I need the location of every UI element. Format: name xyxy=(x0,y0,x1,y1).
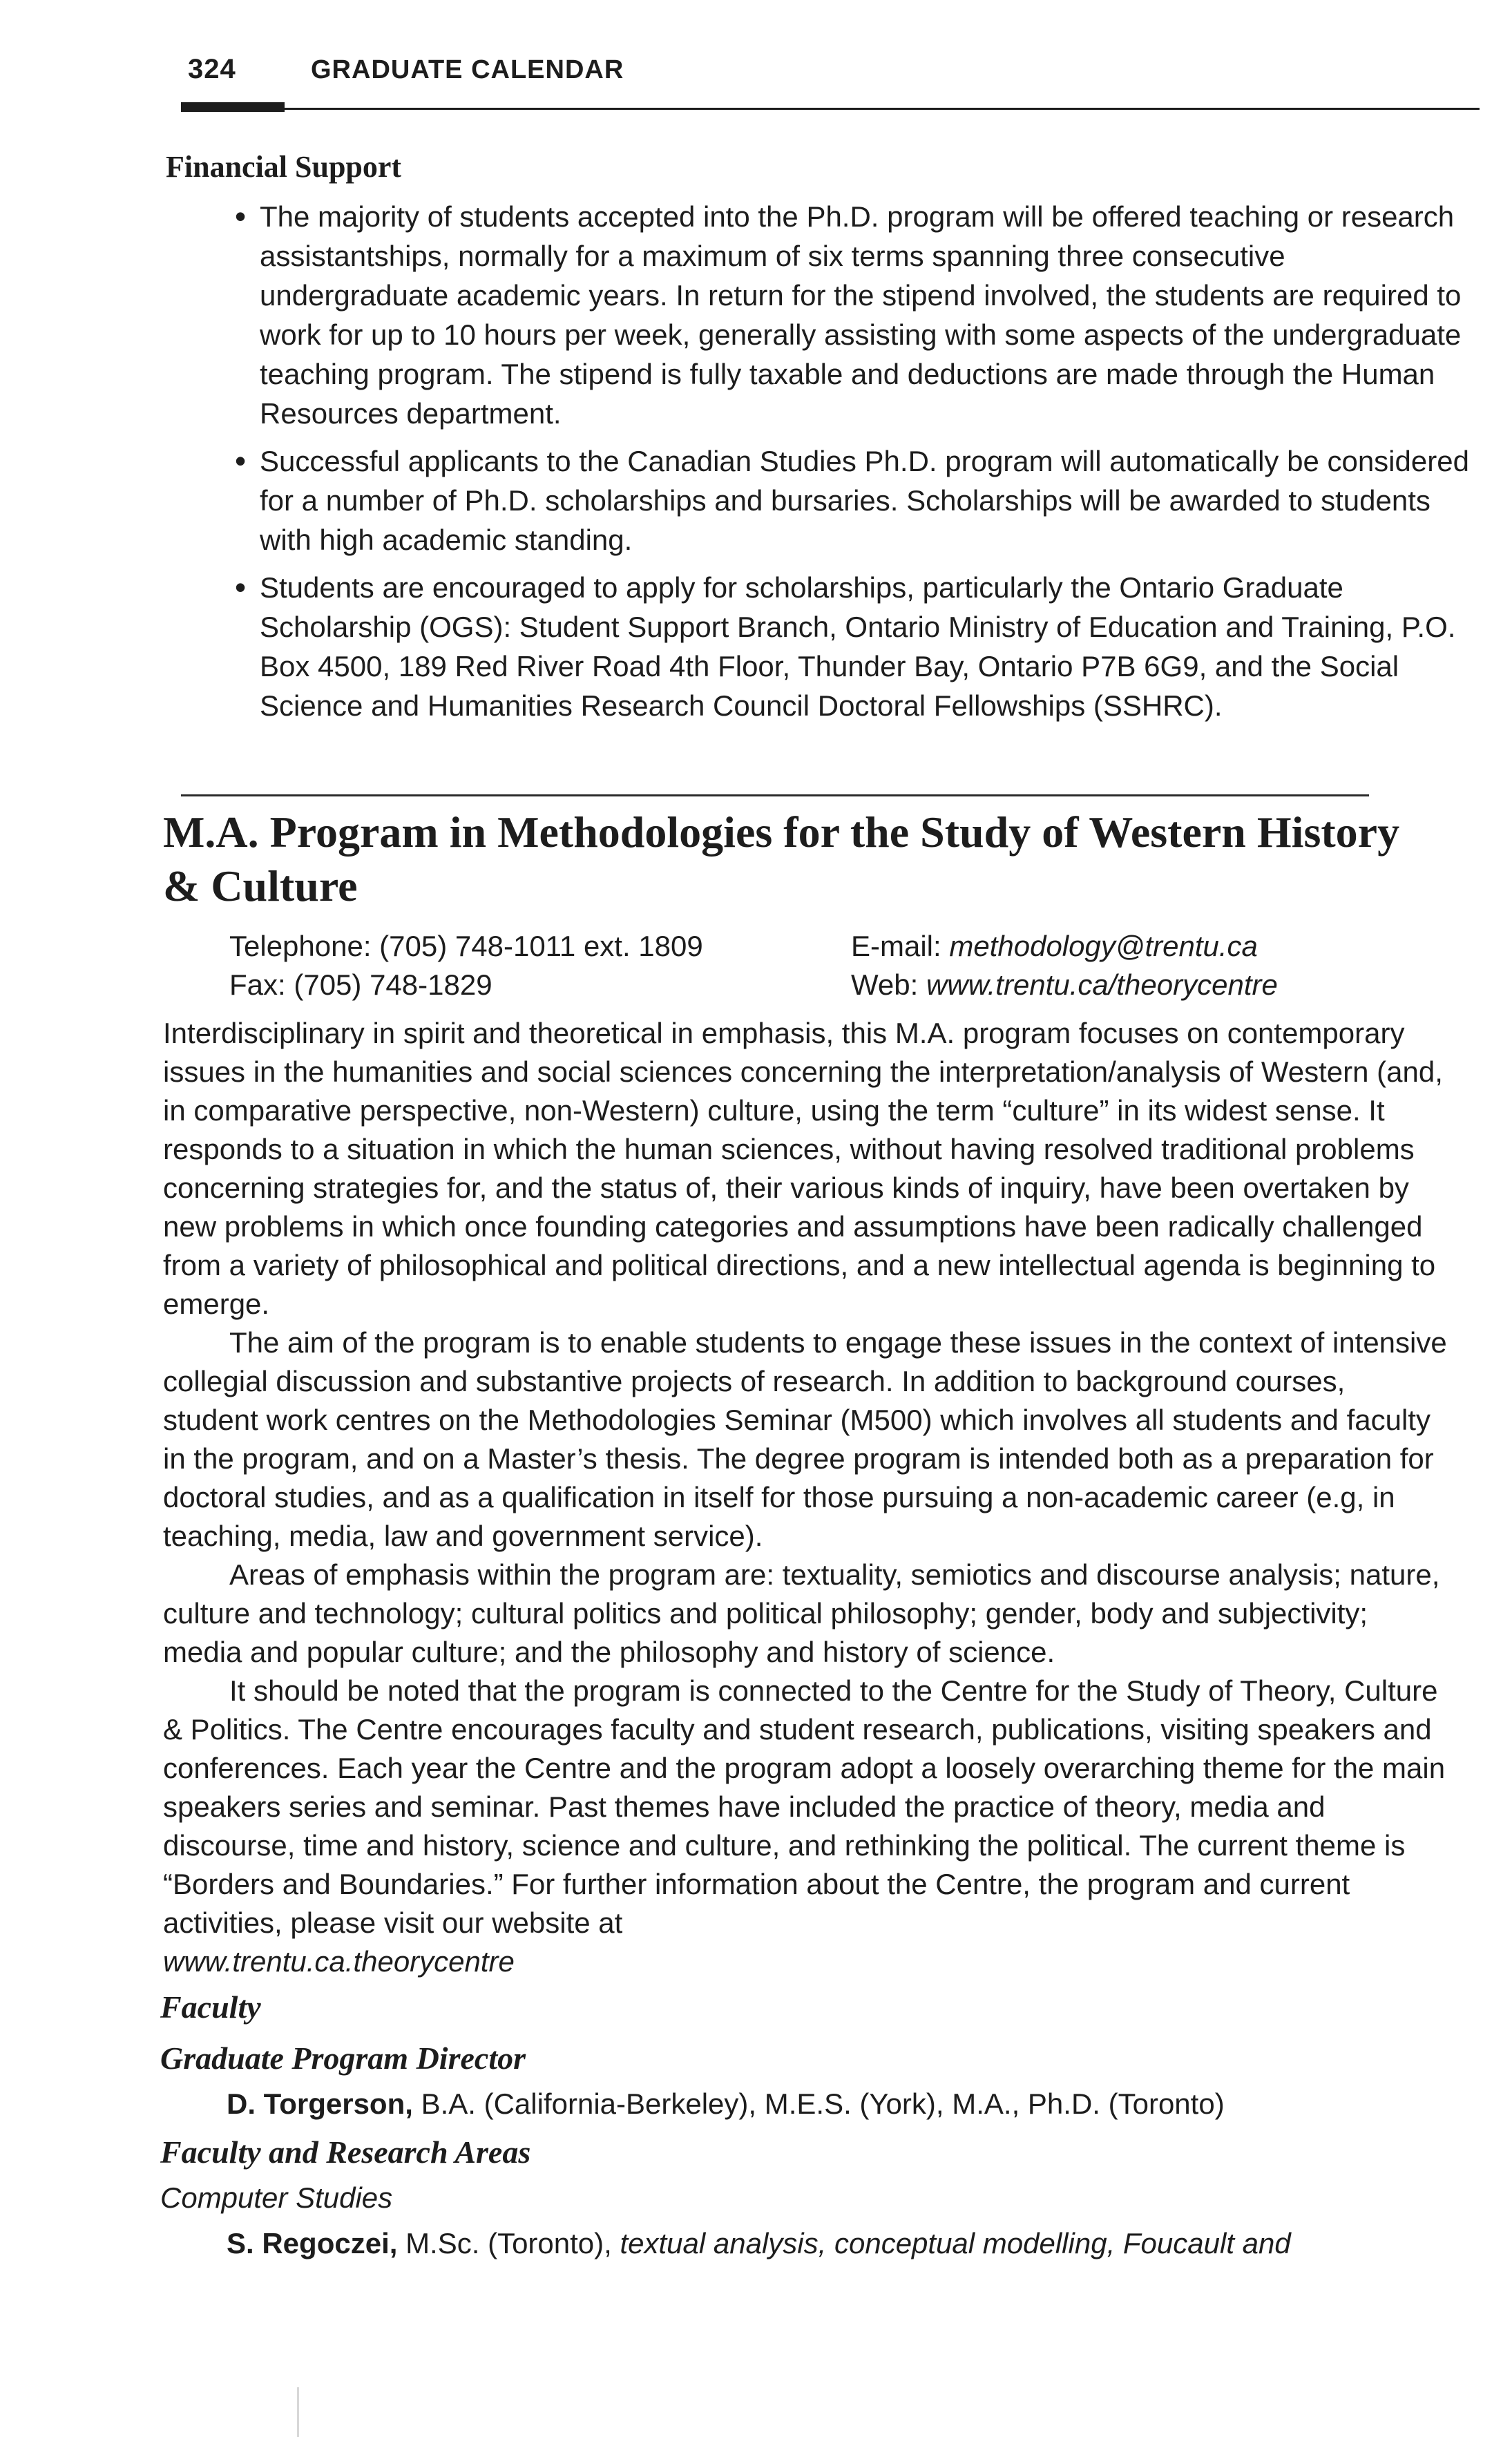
financial-support-heading: Financial Support xyxy=(166,150,402,184)
program-description xyxy=(163,1014,1448,1981)
director-name: D. Torgerson, xyxy=(227,2087,413,2120)
member-name: S. Regoczei, xyxy=(227,2227,398,2259)
paragraph: The aim of the program is to enable students to engage these issues in the context of intensive collegial discussion and substantive projects of research. In addition to background courses, student work centres on the Methodologies Seminar (M500) which involves all students and faculty in the program, and on a Master’s thesis. The degree program is intended both as a preparation for doctoral studies, and as a qualification in itself for those pursuing a non-academic career (e.g, in teaching, media, law and government service). xyxy=(163,1326,1447,1552)
scan-artifact xyxy=(297,2387,299,2437)
contact-info xyxy=(229,927,1473,1010)
email-label: E-mail: xyxy=(851,930,950,962)
paragraph: Areas of emphasis within the program are: textuality, semiotics and discourse analysis; nature, culture and technology; cultural politics and political philosophy; gender, body and subjectivity; media and popular culture; and the philosophy and history of science. xyxy=(163,1558,1440,1668)
section-divider xyxy=(181,794,1369,796)
director-heading: Graduate Program Director xyxy=(160,2041,526,2076)
research-areas-heading: Faculty and Research Areas xyxy=(160,2134,531,2170)
faculty-section xyxy=(160,1987,1445,2271)
web-line xyxy=(851,966,1473,1004)
web-label: Web: xyxy=(851,968,926,1001)
running-head: GRADUATE CALENDAR xyxy=(311,55,624,84)
paragraph: It should be noted that the program is connected to the Centre for the Study of Theory, Culture & Politics. The Centre encourages faculty and student research, publications, visiting speakers and conferences. Each year the Centre and the program adopt a loosely overarching theme for the main speakers series and seminar. Past themes have included the practice of theory, media and discourse, time and history, science and culture, and rethinking the political. The current theme is “Borders and Boundaries.” For further information about the Centre, the program and current activities, please visit our website at xyxy=(163,1674,1446,1939)
financial-support-item: • Successful applicants to the Canadian Studies Ph.D. program will automatically be considered for a number of Ph.D. scholarships and bursaries. Scholarships will be awarded to students with high academic standing. xyxy=(235,441,1478,560)
program-title: M.A. Program in Methodologies for the Study of Western History & Culture xyxy=(163,807,1400,910)
faculty-member-entry xyxy=(227,2223,1445,2264)
paragraph: Interdisciplinary in spirit and theoretical in emphasis, this M.A. program focuses on contemporary issues in the humanities and social sciences concerning the interpretation/analysis of Western (and, in comparative perspective, non-Western) culture, using the term “culture” in its widest sense. It responds to a situation in which the human sciences, without having resolved traditional problems concerning strategies for, and the status of, their various kinds of inquiry, have been overtaken by new problems in which once founding categories and assumptions have been radically challenged from a variety of philosophical and political directions, and a new intellectual agenda is beginning to emerge. xyxy=(163,1017,1443,1320)
financial-support-item: • The majority of students accepted into the Ph.D. program will be offered teaching or research assistantships, normally for a maximum of six terms spanning three consecutive undergraduate academic years. In return for the stipend involved, the students are required to work for up to 10 hours per week, generally assisting with some aspects of the undergraduate teaching program. The stipend is fully taxable and deductions are made through the Human Resources department. xyxy=(235,197,1478,433)
email-link[interactable]: methodology@trentu.ca xyxy=(949,930,1258,962)
director-credentials: B.A. (California-Berkeley), M.E.S. (York), M.A., Ph.D. (Toronto) xyxy=(412,2087,1225,2120)
faculty-heading: Faculty xyxy=(160,1989,261,2025)
financial-support-list xyxy=(235,197,1478,734)
contact-phone-fax xyxy=(229,927,782,1004)
header-rule xyxy=(285,108,1480,110)
telephone: Telephone: (705) 748-1011 ext. 1809 xyxy=(229,930,703,962)
web-link[interactable]: www.trentu.ca/theorycentre xyxy=(926,968,1278,1001)
page-number: 324 xyxy=(188,54,236,84)
page-header xyxy=(181,54,1480,109)
fax: Fax: (705) 748-1829 xyxy=(229,968,492,1001)
contact-online xyxy=(851,927,1473,1004)
financial-support-item: • Students are encouraged to apply for scholarships, particularly the Ontario Graduate Scholarship (OGS): Student Support Branch, Ontario Ministry of Education and Training, P.O. Box 4500, 189 Red River Road 4th Floor, Thunder Bay, Ontario P7B 6G9, and the Social Science and Humanities Research Council Doctoral Fellowships (SSHRC). xyxy=(235,568,1478,725)
header-rule-thick xyxy=(181,102,285,112)
email-line xyxy=(851,927,1473,966)
website-link[interactable]: www.trentu.ca.theorycentre xyxy=(163,1945,515,1978)
member-credentials: M.Sc. (Toronto), xyxy=(397,2227,620,2259)
area-label: Computer Studies xyxy=(160,2181,393,2214)
director-entry xyxy=(227,2083,1445,2125)
member-research: textual analysis, conceptual modelling, Foucault and xyxy=(620,2227,1291,2259)
